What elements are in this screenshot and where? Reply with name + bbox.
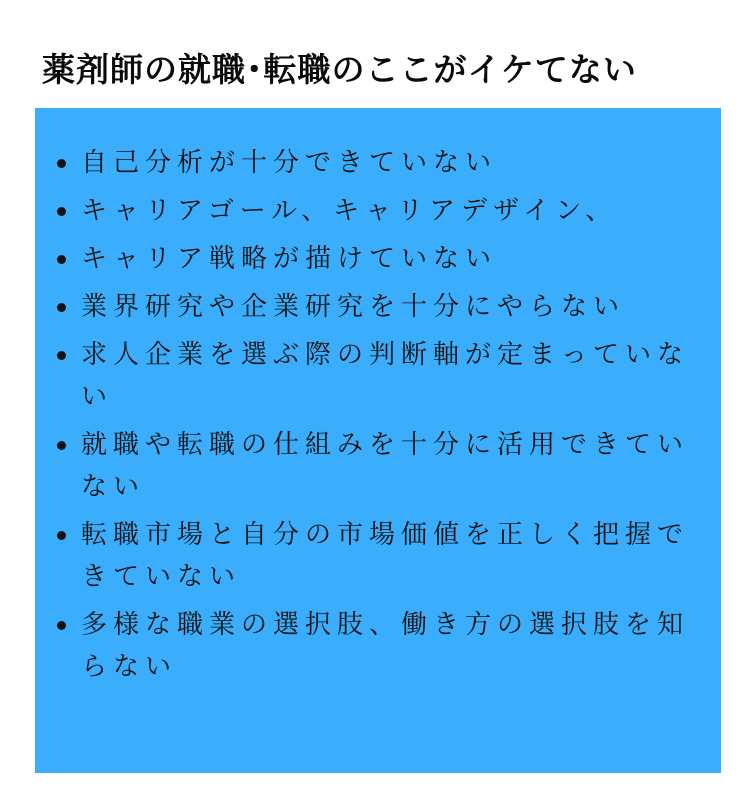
list-item-text: キャリアゴール、キャリアデザイン、 [81,196,618,226]
list-item [81,142,701,184]
bullet-list [81,142,701,694]
content-panel [35,108,721,773]
list-item [81,424,701,508]
bullet-dot [57,441,66,450]
list-item [81,238,701,280]
bullet-dot [57,207,66,216]
list-item [81,514,701,598]
bullet-dot [57,531,66,540]
bullet-dot [57,255,66,264]
bullet-dot [57,303,66,312]
bullet-dot [57,159,66,168]
list-item-text: 就職や転職の仕組みを十分に活用できていない [81,430,690,502]
bullet-dot [57,351,66,360]
list-item [81,190,701,232]
list-item-text: キャリア戦略が描けていない [81,244,498,274]
list-item-text: 転職市場と自分の市場価値を正しく把握できていない [81,520,690,592]
list-item-text: 求人企業を選ぶ際の判断軸が定まっていない [81,340,690,412]
page-title: 薬剤師の就職･転職のここがイケてない [42,50,637,89]
list-item-text: 自己分析が十分できていない [81,148,498,178]
list-item [81,604,701,688]
bullet-dot [57,621,66,630]
list-item-text: 業界研究や企業研究を十分にやらない [81,292,626,322]
list-item [81,334,701,418]
list-item [81,286,701,328]
list-item-text: 多様な職業の選択肢、働き方の選択肢を知らない [81,610,690,682]
